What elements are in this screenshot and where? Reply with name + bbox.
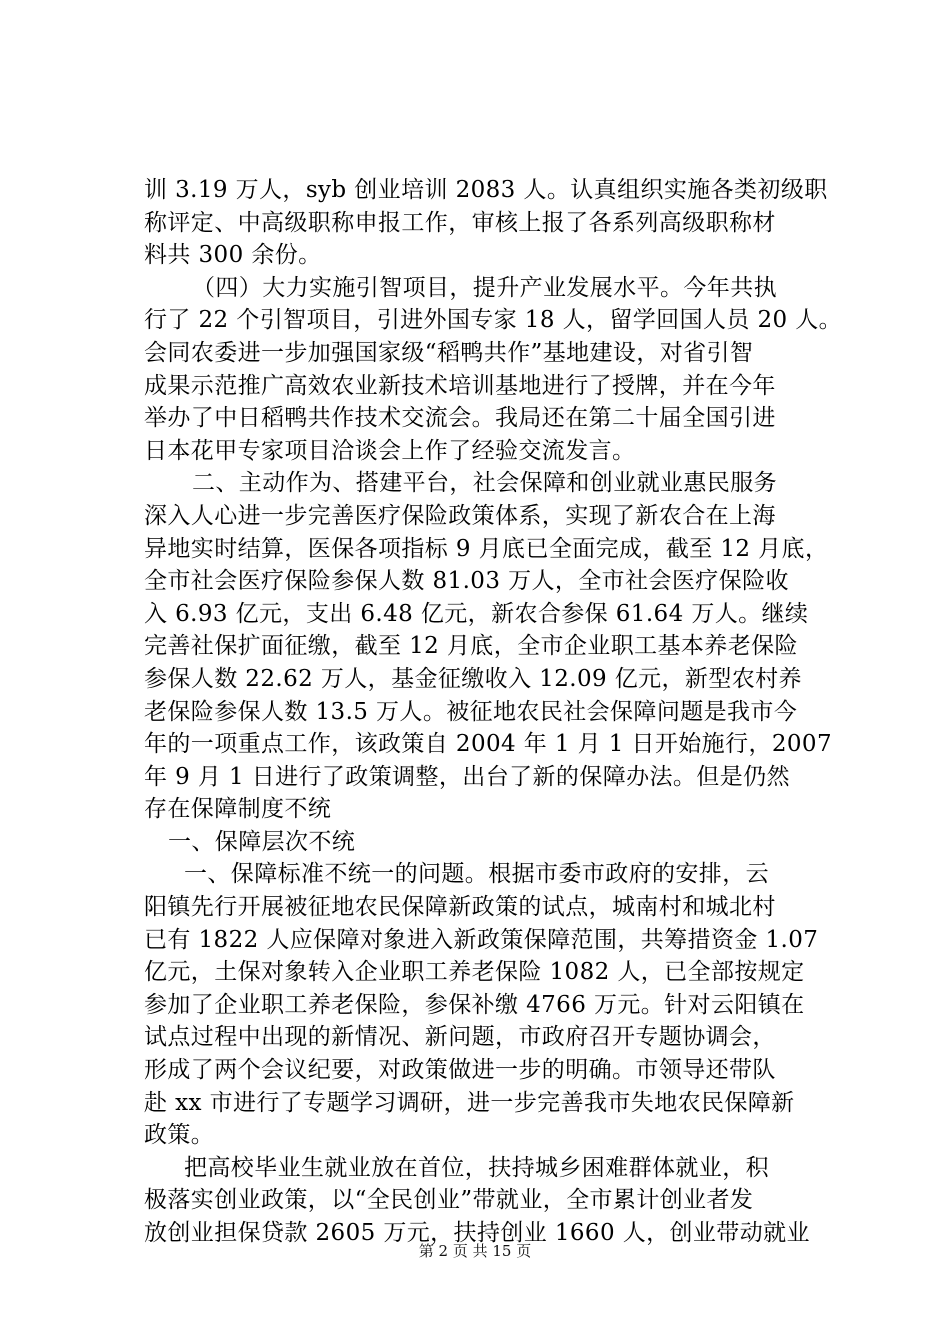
text-line: 年 9 月 1 日进行了政策调整，出台了新的保障办法。但是仍然 bbox=[144, 763, 790, 790]
text-line: 赴 xx 市进行了专题学习调研，进一步完善我市失地农民保障新 bbox=[144, 1089, 795, 1116]
text-line: 异地实时结算，医保各项指标 9 月底已全面完成，截至 12 月底， bbox=[144, 535, 829, 562]
text-line: 举办了中日稻鸭共作技术交流会。我局还在第二十届全国引进 bbox=[144, 405, 776, 432]
text-line: 政策。 bbox=[144, 1122, 215, 1149]
text-line: 完善社保扩面征缴，截至 12 月底，全市企业职工基本养老保险 bbox=[144, 633, 798, 660]
text-line: 已有 1822 人应保障对象进入新政策保障范围，共筹措资金 1.07 bbox=[144, 926, 819, 953]
text-line: 深入人心进一步完善医疗保险政策体系，实现了新农合在上海 bbox=[144, 502, 776, 529]
text-line: 老保险参保人数 13.5 万人。被征地农民社会保障问题是我市今 bbox=[144, 698, 798, 725]
text-line: 称评定、中高级职称申报工作，审核上报了各系列高级职称材 bbox=[144, 209, 776, 236]
text-line: 放创业担保贷款 2605 万元，扶持创业 1660 人，创业带动就业 bbox=[144, 1220, 810, 1246]
text-line: 极落实创业政策，以“全民创业”带就业，全市累计创业者发 bbox=[144, 1187, 754, 1214]
text-line: 行了 22 个引智项目，引进外国专家 18 人，留学回国人员 20 人。 bbox=[144, 307, 843, 334]
text-line: 参保人数 22.62 万人，基金征缴收入 12.09 亿元，新型农村养 bbox=[144, 665, 802, 692]
text-line: 二、主动作为、搭建平台，社会保障和创业就业惠民服务 bbox=[192, 470, 777, 497]
text-line: 入 6.93 亿元，支出 6.48 亿元，新农合参保 61.64 万人。继续 bbox=[144, 600, 809, 627]
text-line: 形成了两个会议纪要，对政策做进一步的明确。市领导还带队 bbox=[144, 1057, 776, 1084]
text-line: 会同农委进一步加强国家级“稻鸭共作”基地建设，对省引智 bbox=[144, 339, 754, 366]
text-line: 存在保障制度不统 bbox=[144, 796, 332, 823]
document-body bbox=[144, 174, 850, 1250]
page-number-footer: 第 2 页 共 15 页 bbox=[418, 1242, 532, 1260]
text-line: 训 3.19 万人，syb 创业培训 2083 人。认真组织实施各类初级职 bbox=[144, 177, 828, 203]
text-line: 把高校毕业生就业放在首位，扶持城乡困难群体就业，积 bbox=[184, 1154, 769, 1181]
text-line: 料共 300 余份。 bbox=[144, 242, 322, 269]
text-line: 全市社会医疗保险参保人数 81.03 万人，全市社会医疗保险收 bbox=[144, 568, 789, 595]
text-line: 一、保障标准不统一的问题。根据市委市政府的安排，云 bbox=[184, 861, 769, 888]
text-line: 年的一项重点工作，该政策自 2004 年 1 月 1 日开始施行，2007 bbox=[144, 731, 832, 758]
text-line: 成果示范推广高效农业新技术培训基地进行了授牌，并在今年 bbox=[144, 372, 776, 399]
text-line: 参加了企业职工养老保险，参保补缴 4766 万元。针对云阳镇在 bbox=[144, 991, 805, 1018]
text-line: 一、保障层次不统 bbox=[168, 828, 356, 855]
text-line: 亿元，土保对象转入企业职工养老保险 1082 人，已全部按规定 bbox=[144, 959, 805, 986]
text-line: （四）大力实施引智项目，提升产业发展水平。今年共执 bbox=[192, 274, 777, 301]
text-line: 阳镇先行开展被征地农民保障新政策的试点，城南村和城北村 bbox=[144, 894, 776, 921]
text-line: 试点过程中出现的新情况、新问题，市政府召开专题协调会， bbox=[144, 1024, 776, 1051]
text-line: 日本花甲专家项目洽谈会上作了经验交流发言。 bbox=[144, 437, 636, 464]
